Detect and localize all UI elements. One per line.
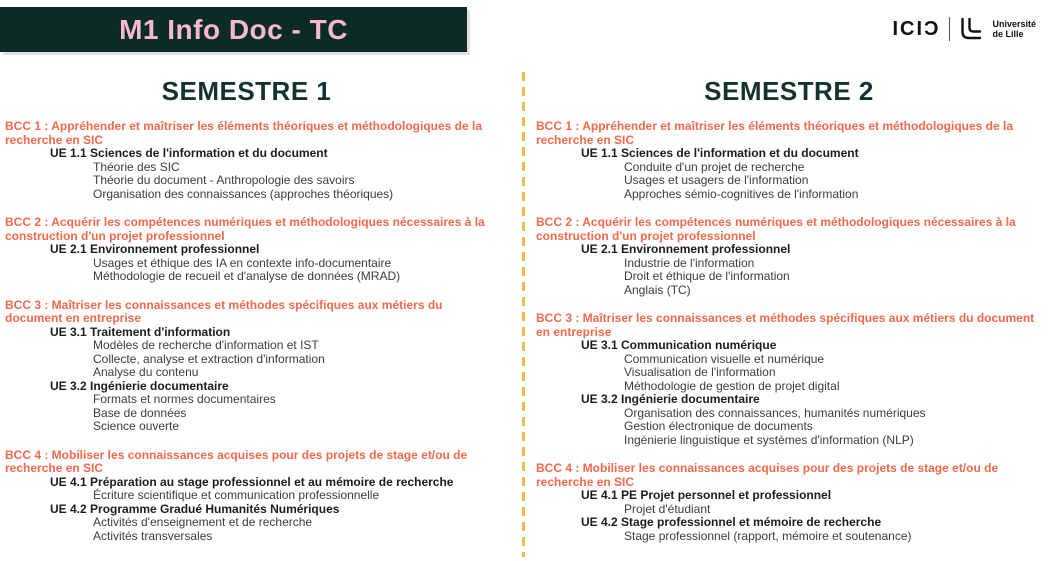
semester-column-1 <box>0 64 524 561</box>
ue-label: UE 3.2 Ingénierie documentaire <box>581 392 760 406</box>
course-item: Gestion électronique de documents <box>624 419 813 433</box>
bcc-section <box>536 312 1042 447</box>
semester-title: SEMESTRE 1 <box>161 76 332 106</box>
course-item: Science ouverte <box>93 419 180 433</box>
bcc-heading: BCC 1 : Appréhender et maîtriser les éléments théoriques et méthodologiques de la recherche en SIC <box>5 119 482 147</box>
course-item: Approches sémio-cognitives de l'information <box>624 186 859 201</box>
course-item: Théorie des SIC <box>93 159 180 174</box>
course-item: Méthodologie de gestion de projet digital <box>624 378 840 393</box>
column-divider <box>522 72 525 557</box>
ue-label: UE 4.2 Programme Gradué Humanités Numériques <box>50 501 340 516</box>
bcc-heading: BCC 1 : Appréhender et maîtriser les éléments théoriques et méthodologiques de la recherche en SIC <box>536 119 1013 147</box>
course-item: Usages et usagers de l'information <box>624 173 809 187</box>
course-item: Base de données <box>93 405 187 420</box>
course-item: Activités d'enseignement et de recherche <box>93 515 313 529</box>
course-item: Conduite d'un projet de recherche <box>624 159 805 174</box>
semester-column-2 <box>524 64 1048 561</box>
bcc-heading: BCC 3 : Maîtriser les connaissances et méthodes spécifiques aux métiers du document en entreprise <box>5 297 443 325</box>
bcc-heading: BCC 2 : Acquérir les compétences numériques et méthodologiques nécessaires à la construction d'un projet professionnel <box>5 215 485 243</box>
course-item: Organisation des connaissances, humanités numériques <box>624 405 926 420</box>
ue-label: UE 4.2 Stage professionnel et mémoire de recherche <box>581 515 882 529</box>
course-item: Collecte, analyse et extraction d'information <box>93 351 325 366</box>
course-item: Écriture scientifique et communication professionnelle <box>93 488 380 502</box>
bcc-section <box>536 462 1042 543</box>
ue-label: UE 4.1 PE Projet personnel et professionnel <box>581 488 832 502</box>
course-item: Stage professionnel (rapport, mémoire et soutenance) <box>624 528 912 543</box>
semester-columns <box>0 64 1048 561</box>
ue-label: UE 1.1 Sciences de l'information et du document <box>581 146 859 160</box>
ue-label: UE 2.1 Environnement professionnel <box>581 242 791 256</box>
ue-label: UE 4.1 Préparation au stage professionnel et au mémoire de recherche <box>50 474 454 489</box>
ue-label: UE 2.1 Environnement professionnel <box>50 242 260 256</box>
course-item: Modèles de recherche d'information et IST <box>93 338 319 352</box>
bcc-section <box>5 449 488 544</box>
bcc-heading: BCC 4 : Mobiliser les connaissances acquises pour des projets de stage et/ou de recherche en SIC <box>5 447 468 475</box>
course-item: Communication visuelle et numérique <box>624 351 825 366</box>
ue-label: UE 3.1 Communication numérique <box>581 338 777 352</box>
course-item: Activités transversales <box>93 528 213 543</box>
course-item: Formats et normes documentaires <box>93 392 276 406</box>
course-item: Droit et éthique de l'information <box>624 269 790 283</box>
bcc-heading: BCC 4 : Mobiliser les connaissances acquises pour des projets de stage et/ou de recherche en SIC <box>536 461 999 489</box>
course-item: Usages et éthique des IA en contexte info-documentaire <box>93 255 392 270</box>
course-item: Industrie de l'information <box>624 255 755 270</box>
bcc-heading: BCC 2 : Acquérir les compétences numériques et méthodologiques nécessaires à la construction d'un projet professionnel <box>536 215 1016 243</box>
ue-label: UE 3.1 Traitement d'information <box>50 324 231 339</box>
course-item: Anglais (TC) <box>624 282 691 297</box>
course-item: Analyse du contenu <box>93 365 199 379</box>
universite-label-line2: de Lille <box>992 29 1024 39</box>
logo-separator <box>949 17 950 41</box>
bcc-section <box>5 120 488 201</box>
course-item: Théorie du document - Anthropologie des savoirs <box>93 173 355 187</box>
page-title: M1 Info Doc - TC <box>119 13 348 45</box>
universite-lille-label <box>992 19 1036 40</box>
course-item: Visualisation de l'information <box>624 365 776 379</box>
bcc-heading: BCC 3 : Maîtriser les connaissances et méthodes spécifiques aux métiers du document en entreprise <box>536 311 1035 339</box>
bcc-section <box>5 299 488 434</box>
ue-label: UE 1.1 Sciences de l'information et du document <box>50 146 328 160</box>
course-item: Méthodologie de recueil et d'analyse de données (MRAD) <box>93 269 401 283</box>
course-item: Organisation des connaissances (approches théoriques) <box>93 186 394 201</box>
semester-title: SEMESTRE 2 <box>704 76 874 106</box>
title-banner <box>0 7 467 52</box>
bcc-section <box>536 216 1042 297</box>
universite-lille-icon <box>959 17 983 41</box>
icid-logo: ICIƆ <box>892 17 941 40</box>
logo-group <box>892 13 1036 45</box>
bcc-section <box>5 216 488 284</box>
ue-label: UE 3.2 Ingénierie documentaire <box>50 378 229 393</box>
bcc-section <box>536 120 1042 201</box>
course-item: Ingénierie linguistique et systèmes d'information (NLP) <box>624 432 914 447</box>
universite-label-line1: Université <box>992 18 1036 29</box>
course-item: Projet d'étudiant <box>624 501 711 516</box>
